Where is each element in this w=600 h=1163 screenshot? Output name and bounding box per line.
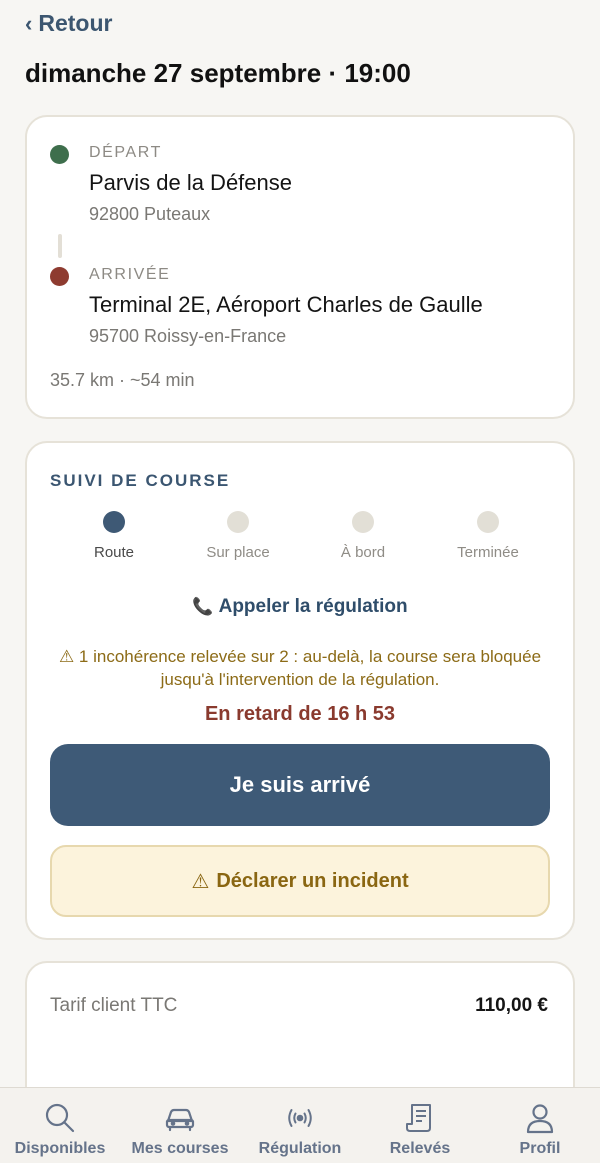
arrival-dot-icon [50,267,69,286]
nav-label: Profil [519,1140,561,1157]
nav-label: Régulation [258,1140,342,1157]
route-connector [58,234,62,258]
call-dispatch-label: Appeler la régulation [218,596,408,617]
step-dot-icon [103,511,125,533]
step-dot-icon [352,511,374,533]
arrival-name: Terminal 2E, Aéroport Charles de Gaulle [89,292,483,317]
back-button[interactable] [25,10,112,37]
car-icon [163,1101,197,1135]
nav-label: Relevés [389,1140,451,1157]
back-label: Retour [38,10,113,36]
receipt-icon [403,1101,437,1135]
chevron-left-icon: ‹ [25,10,33,36]
step-label: Route [93,544,135,561]
price-row [50,995,548,1017]
phone-icon: 📞 [192,597,214,616]
search-icon [43,1101,77,1135]
page-title: dimanche 27 septembre · 19:00 [25,58,411,88]
report-incident-button[interactable] [50,845,550,917]
tracking-title: SUIVI DE COURSE [50,471,231,490]
departure-city: 92800 Puteaux [89,204,211,224]
warning-icon: ⚠ [191,870,210,893]
nav-label: Disponibles [14,1140,106,1157]
bottom-nav [0,1087,600,1163]
step-route [54,511,174,561]
nav-item-releves[interactable] [360,1088,480,1163]
step-dot-icon [477,511,499,533]
arrived-button[interactable]: Je suis arrivé [50,744,550,826]
nav-item-disponibles[interactable] [0,1088,120,1163]
tracking-card [25,441,575,940]
step-a-bord [303,511,423,561]
report-incident-label: Déclarer un incident [216,869,409,892]
price-value: 110,00 € [475,995,548,1016]
call-dispatch-link[interactable] [27,596,573,618]
late-status: En retard de 16 h 53 [204,703,396,725]
departure-dot-icon [50,145,69,164]
step-label: À bord [340,544,386,561]
nav-item-mes-courses[interactable] [120,1088,240,1163]
nav-item-profil[interactable] [480,1088,600,1163]
nav-item-regulation[interactable] [240,1088,360,1163]
arrival-label: ARRIVÉE [89,266,171,283]
departure-label: DÉPART [89,144,163,161]
step-dot-icon [227,511,249,533]
departure-name: Parvis de la Défense [89,170,292,195]
inconsistency-warning: ⚠ 1 incohérence relevée sur 2 : au-delà, la course sera bloquée jusqu'à l'intervention de la régulation. [58,647,542,689]
step-terminee [428,511,548,561]
step-label: Sur place [206,544,270,561]
route-distance-duration: 35.7 km · ~54 min [50,370,195,390]
price-label: Tarif client TTC [50,995,178,1016]
step-sur-place [178,511,298,561]
broadcast-icon [283,1101,317,1135]
step-label: Terminée [457,544,519,561]
user-icon [523,1101,557,1135]
nav-label: Mes courses [131,1140,229,1157]
arrival-city: 95700 Roissy-en-France [89,326,287,346]
route-card [25,115,575,419]
